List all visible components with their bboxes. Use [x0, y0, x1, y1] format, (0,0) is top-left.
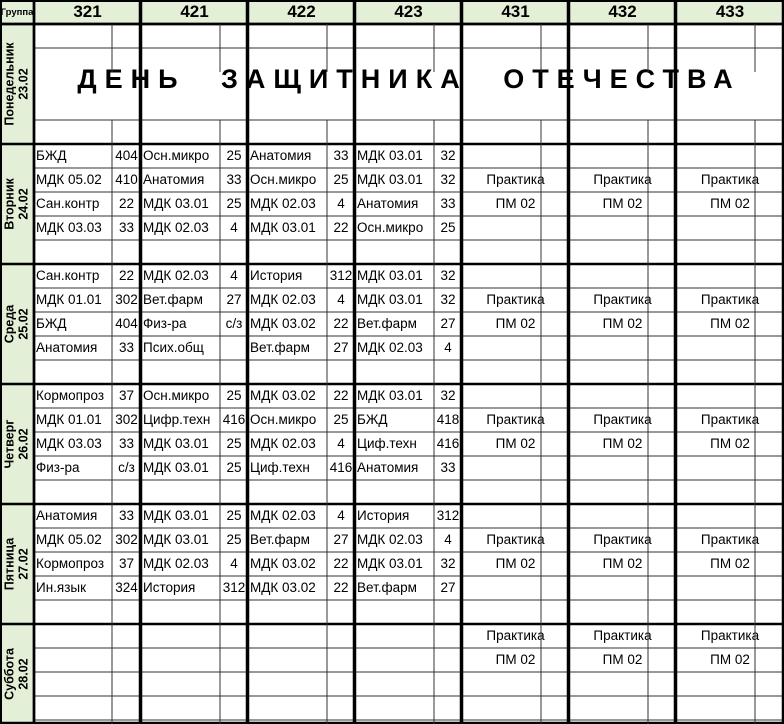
day-name: Суббота [2, 648, 17, 700]
room-cell: 4 [230, 220, 238, 236]
day-label [3, 648, 32, 700]
room-cell: 32 [440, 172, 456, 188]
subject-cell: МДК 03.03 [36, 436, 102, 452]
subject-cell: Вет.фарм [357, 580, 417, 596]
day-cell [0, 624, 34, 724]
subject-cell: МДК 02.03 [250, 196, 316, 212]
day-date: 27.02 [17, 548, 31, 580]
subject-cell: Кормопроз [36, 388, 105, 404]
room-cell: 27 [333, 340, 349, 356]
room-cell: 37 [118, 556, 135, 572]
subject-cell: МДК 03.01 [143, 436, 209, 452]
subject-cell: Сан.контр [36, 268, 100, 284]
room-cell: 32 [440, 388, 456, 404]
subject-cell: Цифр.техн [143, 412, 211, 428]
room-cell: 4 [444, 340, 452, 356]
subject-cell: МДК 02.03 [357, 340, 423, 356]
day-label [3, 538, 32, 590]
practice-label: Практика [700, 172, 760, 188]
room-cell: 410 [115, 172, 138, 188]
subject-cell: История [357, 508, 410, 524]
day-name: Пятница [2, 537, 17, 591]
room-cell: 33 [118, 508, 135, 524]
room-cell: 37 [118, 388, 135, 404]
subject-cell: Псих.общ [143, 340, 204, 356]
group-header-423: 423 [355, 0, 462, 24]
subject-cell: Сан.контр [36, 196, 100, 212]
subject-cell: Физ-ра [143, 316, 187, 332]
practice-module: ПМ 02 [710, 196, 750, 212]
subject-cell: МДК 03.01 [143, 532, 209, 548]
subject-cell: Осн.микро [143, 388, 210, 404]
room-cell: 22 [333, 580, 349, 596]
practice-module: ПМ 02 [495, 436, 536, 452]
subject-cell: Осн.микро [143, 148, 210, 164]
subject-cell: Анатомия [357, 460, 419, 476]
room-cell: 404 [115, 316, 138, 332]
subject-cell: Кормопроз [36, 556, 105, 572]
subject-cell: БЖД [36, 148, 67, 164]
room-cell: 32 [440, 148, 456, 164]
room-cell: 25 [226, 436, 242, 452]
subject-cell: БЖД [36, 316, 67, 332]
room-cell: 4 [230, 268, 238, 284]
practice-label: Практика [593, 532, 652, 548]
room-cell: 33 [118, 340, 135, 356]
room-cell: 25 [333, 172, 349, 188]
room-cell: 312 [329, 268, 353, 284]
room-cell: 25 [226, 532, 242, 548]
room-cell: 312 [436, 508, 460, 524]
subject-cell: МДК 03.01 [357, 148, 423, 164]
room-cell: 22 [333, 316, 349, 332]
room-cell: с/з [118, 460, 135, 476]
day-label [3, 42, 32, 125]
subject-cell: МДК 03.01 [143, 196, 209, 212]
room-cell: 32 [440, 268, 456, 284]
subject-cell: МДК 02.03 [250, 508, 316, 524]
subject-cell: МДК 03.02 [250, 556, 316, 572]
day-cell [0, 264, 34, 384]
room-cell: 33 [333, 148, 349, 164]
subject-cell: Циф.техн [250, 460, 310, 476]
subject-cell: МДК 03.02 [250, 580, 316, 596]
room-cell [220, 336, 248, 360]
practice-label: Практика [700, 292, 760, 308]
subject-cell: Вет.фарм [250, 340, 310, 356]
day-name: Понедельник [2, 42, 17, 126]
room-cell: 22 [118, 196, 135, 212]
group-header-422: 422 [248, 0, 355, 24]
room-cell: 416 [436, 436, 460, 452]
day-date: 24.02 [17, 188, 31, 220]
practice-module: ПМ 02 [602, 196, 643, 212]
holiday-banner: ДЕНЬ ЗАЩИТНИКА ОТЕЧЕСТВА [77, 63, 741, 94]
room-cell: 302 [115, 412, 138, 428]
practice-label: Практика [700, 412, 760, 428]
subject-cell: МДК 03.01 [357, 292, 423, 308]
practice-module: ПМ 02 [710, 652, 750, 668]
subject-cell: МДК 03.02 [250, 388, 316, 404]
practice-module: ПМ 02 [495, 316, 536, 332]
room-cell: 27 [440, 316, 456, 332]
subject-cell: МДК 03.01 [357, 268, 423, 284]
subject-cell: Осн.микро [250, 412, 317, 428]
room-cell: 22 [333, 220, 349, 236]
room-cell: 22 [333, 388, 349, 404]
room-cell: 4 [444, 532, 452, 548]
subject-cell: История [250, 268, 303, 284]
group-header-321: 321 [34, 0, 141, 24]
subject-cell: Ин.язык [36, 580, 87, 596]
subject-cell: МДК 05.02 [36, 532, 102, 548]
room-cell: 25 [226, 148, 242, 164]
subject-cell: МДК 03.01 [143, 460, 209, 476]
practice-module: ПМ 02 [495, 652, 536, 668]
group-header-label: Группа [0, 0, 34, 24]
room-cell: 33 [226, 172, 242, 188]
room-cell: 302 [115, 532, 138, 548]
day-cell [0, 24, 34, 144]
room-cell: 32 [440, 556, 456, 572]
day-label [3, 419, 32, 468]
subject-cell: МДК 02.03 [250, 292, 316, 308]
room-cell: 416 [222, 412, 246, 428]
practice-module: ПМ 02 [602, 556, 643, 572]
subject-cell: Циф.техн [357, 436, 417, 452]
subject-cell: МДК 03.01 [357, 172, 423, 188]
subject-cell: МДК 03.01 [250, 220, 316, 236]
room-cell: 33 [440, 196, 456, 212]
day-label [3, 178, 32, 230]
room-cell: 416 [329, 460, 353, 476]
subject-cell: МДК 02.03 [250, 436, 316, 452]
practice-module: ПМ 02 [495, 556, 536, 572]
room-cell: 4 [337, 436, 345, 452]
practice-label: Практика [700, 628, 760, 644]
subject-cell: МДК 05.02 [36, 172, 102, 188]
practice-label: Практика [486, 628, 545, 644]
practice-module: ПМ 02 [602, 436, 643, 452]
day-date: 25.02 [17, 308, 31, 340]
practice-label: Практика [486, 532, 545, 548]
day-label [3, 305, 32, 344]
subject-cell: История [143, 580, 196, 596]
subject-cell: Вет.фарм [357, 316, 417, 332]
day-date: 23.02 [17, 68, 31, 100]
group-header-431: 431 [462, 0, 569, 24]
room-cell: 33 [118, 436, 135, 452]
day-cell [0, 504, 34, 624]
subject-cell: МДК 03.01 [357, 556, 423, 572]
room-cell: 4 [337, 508, 345, 524]
day-date: 26.02 [17, 428, 31, 460]
group-header-432: 432 [569, 0, 676, 24]
practice-label: Практика [593, 172, 652, 188]
subject-cell: Осн.микро [357, 220, 424, 236]
subject-cell: Осн.микро [250, 172, 317, 188]
subject-cell: МДК 03.03 [36, 220, 102, 236]
subject-cell: Анатомия [36, 340, 98, 356]
subject-cell: МДК 01.01 [36, 412, 102, 428]
room-cell: 312 [222, 580, 246, 596]
practice-module: ПМ 02 [710, 316, 750, 332]
subject-cell: МДК 03.02 [250, 316, 316, 332]
practice-module: ПМ 02 [710, 436, 750, 452]
room-cell: 4 [230, 556, 238, 572]
subject-cell: МДК 01.01 [36, 292, 102, 308]
practice-module: ПМ 02 [602, 652, 643, 668]
subject-cell: Анатомия [250, 148, 312, 164]
practice-module: ПМ 02 [602, 316, 643, 332]
room-cell: 25 [226, 388, 242, 404]
group-header-421: 421 [141, 0, 248, 24]
subject-cell: МДК 02.03 [357, 532, 423, 548]
room-cell: 25 [226, 508, 242, 524]
subject-cell: Физ-ра [36, 460, 80, 476]
room-cell: 33 [440, 460, 456, 476]
room-cell: 302 [115, 292, 138, 308]
day-date: 28.02 [17, 658, 31, 690]
practice-label: Практика [486, 412, 545, 428]
room-cell: 27 [440, 580, 456, 596]
room-cell: 25 [226, 196, 242, 212]
room-cell: 22 [333, 556, 349, 572]
room-cell: 418 [436, 412, 460, 428]
room-cell: 33 [118, 220, 135, 236]
practice-module: ПМ 02 [710, 556, 750, 572]
room-cell: 4 [337, 196, 345, 212]
room-cell: 27 [226, 292, 242, 308]
room-cell: 27 [333, 532, 349, 548]
practice-label: Практика [593, 412, 652, 428]
room-cell: с/з [225, 316, 243, 332]
practice-label: Практика [593, 292, 652, 308]
practice-label: Практика [700, 532, 760, 548]
subject-cell: МДК 02.03 [143, 268, 209, 284]
subject-cell: Вет.фарм [250, 532, 310, 548]
subject-cell: Вет.фарм [143, 292, 203, 308]
subject-cell: МДК 03.01 [143, 508, 209, 524]
subject-cell: БЖД [357, 412, 388, 428]
room-cell: 324 [115, 580, 138, 596]
room-cell: 25 [440, 220, 456, 236]
practice-label: Практика [593, 628, 652, 644]
day-name: Вторник [2, 178, 17, 230]
room-cell: 32 [440, 292, 456, 308]
practice-label: Практика [486, 172, 545, 188]
day-name: Среда [2, 304, 17, 344]
day-cell [0, 384, 34, 504]
practice-label: Практика [486, 292, 545, 308]
subject-cell: Анатомия [36, 508, 98, 524]
subject-cell: Анатомия [357, 196, 419, 212]
subject-cell: МДК 02.03 [143, 220, 209, 236]
room-cell: 25 [226, 460, 242, 476]
group-header-433: 433 [676, 0, 784, 24]
subject-cell: Анатомия [143, 172, 205, 188]
day-cell [0, 144, 34, 264]
practice-module: ПМ 02 [495, 196, 536, 212]
subject-cell: МДК 03.01 [357, 388, 423, 404]
room-cell: 25 [333, 412, 349, 428]
room-cell: 22 [118, 268, 135, 284]
day-name: Четверг [2, 419, 17, 469]
room-cell: 404 [115, 148, 138, 164]
subject-cell: МДК 02.03 [143, 556, 209, 572]
room-cell: 4 [337, 292, 345, 308]
